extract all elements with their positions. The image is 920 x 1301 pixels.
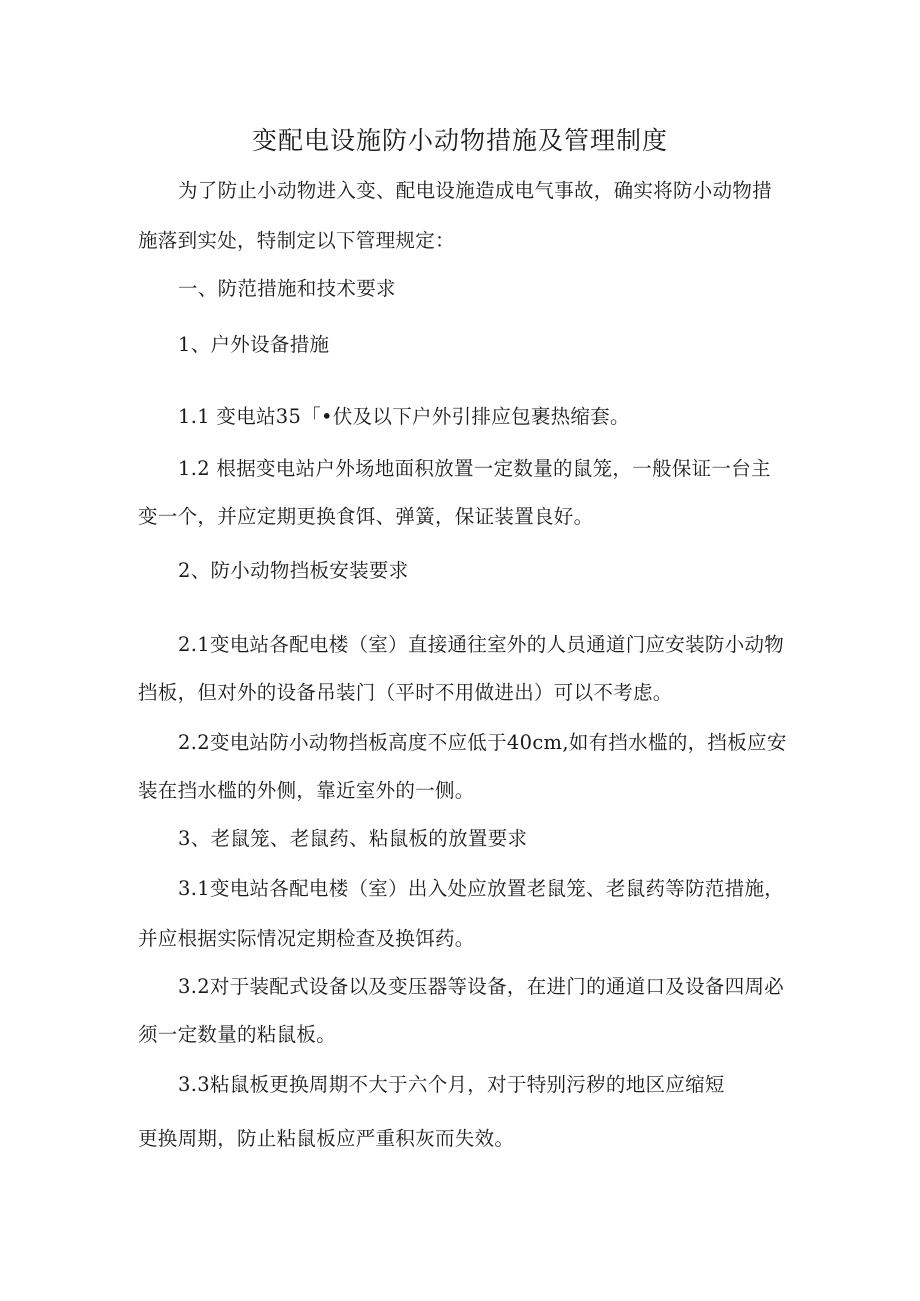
paragraph-line: 3.1变电站各配电楼（室）出入处应放置老鼠笼、老鼠药等防范措施， [178,877,785,900]
document-title: 变配电设施防小动物措施及管理制度 [251,126,668,155]
paragraph-line: 变一个，并应定期更换食饵、弹簧，保证装置良好。 [138,505,594,528]
paragraph-line: 更换周期，防止粘鼠板应严重积灰而失效。 [138,1127,515,1150]
paragraph-line: 3.2对于装配式设备以及变压器等设备，在进门的通道口及设备四周必 [178,975,785,998]
subsection-heading: 3、老鼠笼、老鼠药、粘鼠板的放置要求 [178,827,528,850]
paragraph-line: 2.1变电站各配电楼（室）直接通往室外的人员通道门应安装防小动物 [178,633,785,656]
subsection-heading: 1、户外设备措施 [178,333,330,356]
paragraph-line: 并应根据实际情况定期检查及换饵药。 [138,927,475,950]
paragraph-line: 须一定数量的粘鼠板。 [138,1023,337,1046]
paragraph-line: 3.3粘鼠板更换周期不大于六个月，对于特别污秽的地区应缩短 [178,1073,725,1096]
paragraph-line: 装在挡水槛的外侧，靠近室外的一侧。 [138,779,475,802]
section-heading: 一、防范措施和技术要求 [178,277,396,300]
paragraph-line: 为了防止小动物进入变、配电设施造成电气事故，确实将防小动物措 [178,179,773,202]
paragraph-line: 施落到实处，特制定以下管理规定： [138,229,455,252]
paragraph-line: 挡板，但对外的设备吊装门（平时不用做进出）可以不考虑。 [138,681,673,704]
paragraph-line: 1.1 变电站35「•伏及以下户外引排应包裹热缩套。 [178,405,630,428]
paragraph-line: 2.2变电站防小动物挡板高度不应低于40cm,如有挡水槛的，挡板应安 [178,731,787,754]
subsection-heading: 2、防小动物挡板安装要求 [178,559,409,582]
paragraph-line: 1.2 根据变电站户外场地面积放置一定数量的鼠笼，一般保证一台主 [178,457,771,480]
